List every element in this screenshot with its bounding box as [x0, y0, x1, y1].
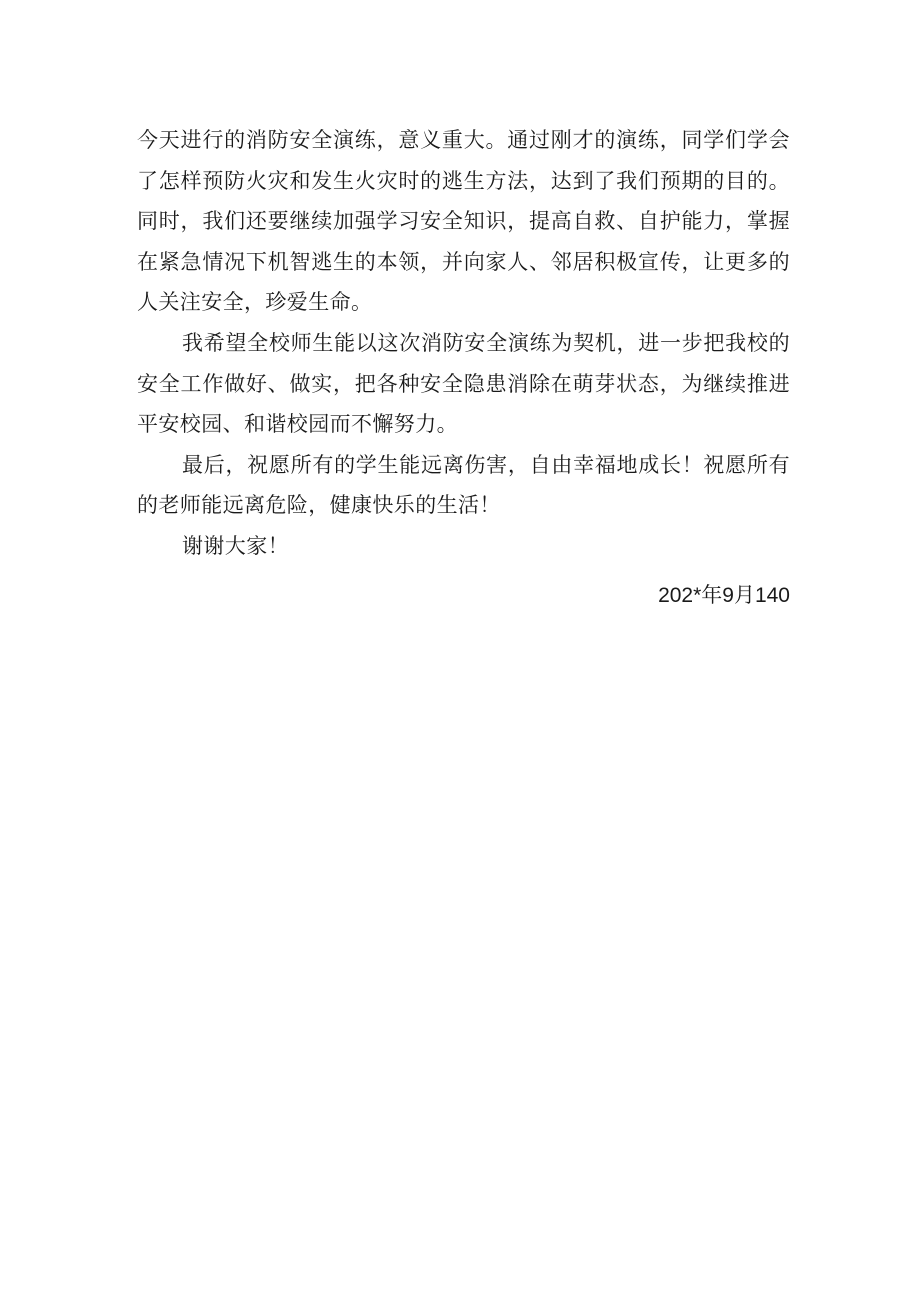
document-body [137, 120, 790, 625]
document-date: 202*年9月140 [658, 583, 790, 607]
paragraph-hope: 我希望全校师生能以这次消防安全演练为契机，进一步把我校的安全工作做好、做实，把各种安全隐患消除在萌芽状态，为继续推进平安校园、和谐校园而不懈努力。 [137, 330, 790, 437]
paragraph-wishes: 最后，祝愿所有的学生能远离伤害，自由幸福地成长！祝愿所有的老师能远离危险，健康快乐的生活！ [137, 452, 790, 518]
paragraph-drill-significance: 今天进行的消防安全演练，意义重大。通过刚才的演练，同学们学会了怎样预防火灾和发生火灾时的逃生方法，达到了我们预期的目的。同时，我们还要继续加强学习安全知识，提高自救、自护能力，掌握在紧急情况下机智逃生的本领，并向家人、邻居积极宣传，让更多的人关注安全，珍爱生命。 [137, 128, 790, 315]
paragraph-thanks: 谢谢大家！ [182, 533, 289, 558]
